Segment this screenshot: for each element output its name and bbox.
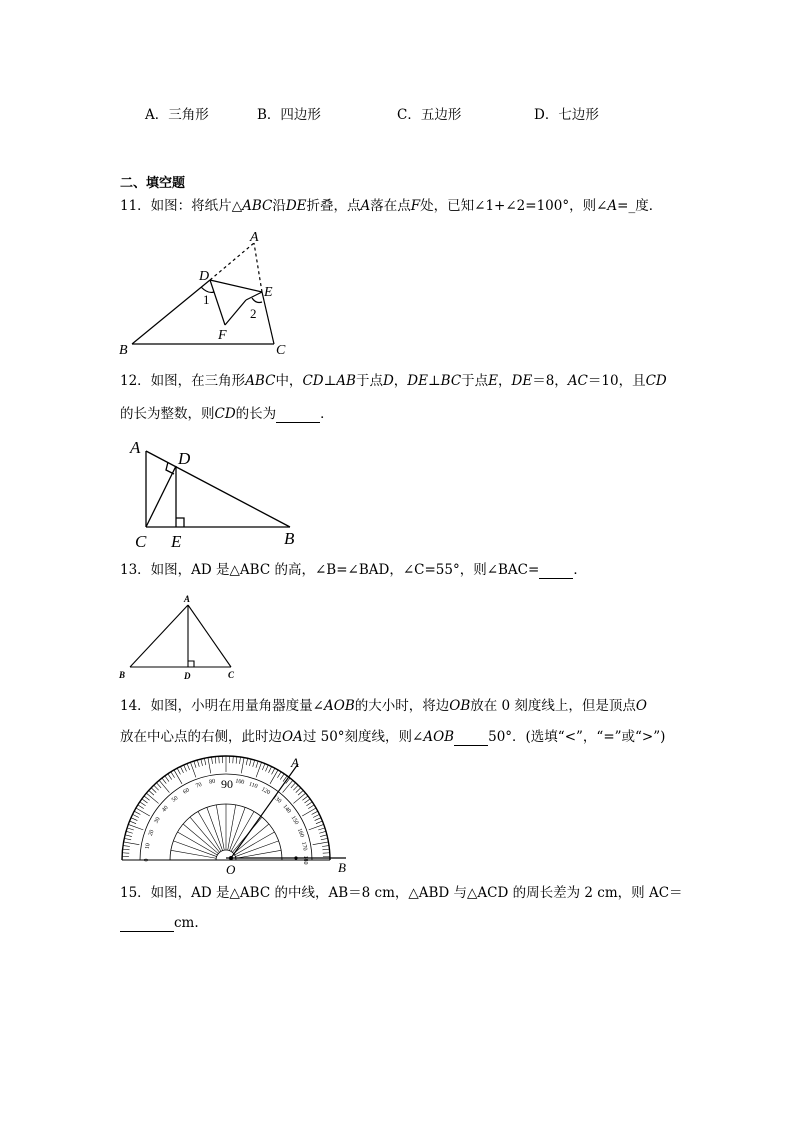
protractor-tick — [184, 765, 187, 771]
question-15-line1: 15．如图，AD 是△ABC 的中线，AB＝8 cm，△ABD 与△ACD 的周长差为 2 cm，则 AC＝ — [120, 885, 683, 901]
protractor-spoke — [178, 832, 218, 855]
q13-label-c: C — [228, 670, 235, 680]
q14-mark-dot — [294, 856, 297, 859]
protractor-tick — [270, 770, 278, 784]
protractor-degree-label: 60 — [182, 787, 191, 796]
protractor-spoke — [232, 817, 262, 852]
q11-angle-1: 1 — [203, 292, 210, 307]
protractor-degree-label: 80 — [208, 778, 216, 786]
protractor-tick — [125, 835, 132, 837]
protractor-degree-label: 170 — [300, 841, 308, 852]
option-b: B．四边形 — [257, 107, 321, 123]
protractor-tick — [126, 831, 133, 833]
q11-angle-2: 2 — [250, 306, 257, 321]
q13-label-a: A — [184, 594, 191, 604]
protractor-tick — [262, 764, 265, 770]
q14-label-a: A — [291, 755, 299, 770]
protractor-tick — [123, 846, 130, 847]
q14-label-o: O — [226, 862, 236, 877]
protractor-tick — [201, 759, 203, 766]
protractor-tick — [306, 802, 312, 806]
protractor-tick — [165, 776, 169, 782]
protractor-tick — [140, 802, 146, 806]
protractor-spoke — [190, 817, 220, 852]
protractor-tick — [256, 761, 258, 768]
q14-label-b: B — [338, 860, 346, 875]
protractor-tick — [272, 768, 275, 774]
protractor-tick — [249, 759, 251, 766]
protractor-tick — [312, 811, 318, 814]
protractor-degree-label: 100 — [234, 778, 245, 786]
protractor-spoke — [198, 812, 221, 852]
question-15-line2: cm. — [120, 914, 199, 932]
option-d: D．七边形 — [534, 107, 599, 123]
protractor-tick — [283, 780, 293, 792]
protractor-tick — [177, 768, 180, 774]
protractor-degree-label: 140 — [281, 803, 292, 815]
protractor-tick — [127, 828, 134, 830]
protractor-degree-label: 70 — [195, 781, 203, 790]
protractor-tick — [136, 808, 150, 816]
protractor-tick — [131, 818, 137, 821]
answer-blank-15 — [120, 917, 174, 932]
protractor-tick — [174, 770, 182, 784]
protractor-degree-label: 130 — [271, 794, 283, 805]
protractor-degree-label: 20 — [147, 829, 156, 837]
q12-label-a: A — [130, 438, 141, 457]
protractor-tick — [239, 757, 240, 764]
protractor-tick — [308, 805, 314, 809]
q11-label-b: B — [119, 343, 128, 358]
protractor-tick — [322, 846, 329, 847]
protractor-spoke — [183, 824, 218, 854]
protractor-tick — [171, 772, 175, 778]
protractor-tick — [197, 760, 199, 767]
option-a: A．三角形 — [145, 107, 209, 123]
protractor-tick — [156, 783, 161, 788]
protractor-spoke — [236, 850, 281, 858]
protractor-tick — [253, 760, 255, 767]
protractor-tick — [313, 814, 319, 817]
protractor-tick — [204, 758, 205, 765]
q12-label-c: C — [135, 532, 147, 551]
q12-label-b: B — [284, 529, 295, 548]
question-13-text: 13．如图，AD 是△ABC 的高，∠B=∠BAD，∠C=55°，则∠BAC= ． — [120, 562, 587, 578]
protractor-tick — [319, 831, 326, 833]
protractor-tick — [293, 793, 305, 803]
q11-label-f: F — [218, 328, 227, 343]
protractor-tick — [180, 767, 183, 773]
protractor-tick — [316, 821, 322, 824]
protractor-tick — [296, 788, 301, 793]
protractor-spoke — [234, 824, 269, 854]
protractor-tick — [187, 764, 190, 770]
q13-label-b: B — [119, 670, 126, 680]
protractor-tick — [315, 818, 321, 821]
protractor-tick — [134, 811, 140, 814]
q11-label-a: A — [250, 230, 259, 245]
protractor-tick — [269, 767, 272, 773]
protractor-tick — [138, 805, 144, 809]
protractor-tick — [241, 758, 244, 774]
protractor-tick — [168, 774, 172, 780]
protractor-tick — [265, 765, 268, 771]
protractor-tick — [159, 780, 169, 792]
protractor-tick — [302, 808, 316, 816]
question-12-line2: 的长为整数，则CD的长为 ． — [120, 406, 334, 422]
protractor-tick — [236, 757, 237, 764]
protractor-degree-label: 150 — [289, 815, 300, 826]
q11-label-e: E — [264, 285, 273, 300]
protractor-tick — [154, 785, 159, 790]
protractor-tick — [313, 842, 329, 845]
protractor-tick — [322, 849, 329, 850]
question-11-text: 11．如图：将纸片△ABC沿DE折叠，点A落在点F处，已知∠1+∠2=100°，则∠A=_度． — [120, 198, 663, 214]
protractor-degree-label: 110 — [247, 781, 259, 791]
q11-label-c: C — [276, 343, 286, 358]
protractor-tick — [293, 785, 298, 790]
protractor-spoke — [171, 850, 216, 858]
q14-vertex-dot — [229, 856, 233, 860]
protractor-tick — [212, 757, 213, 764]
protractor-spoke — [228, 805, 236, 850]
protractor-spoke — [207, 807, 223, 850]
q14-label-90: 90 — [221, 777, 233, 791]
protractor-tick — [277, 772, 281, 778]
protractor-spoke — [216, 805, 224, 850]
q13-label-d: D — [184, 671, 191, 681]
protractor-degree-label: 10 — [144, 842, 152, 850]
protractor-tick — [146, 793, 158, 803]
question-12-line1: 12．如图，在三角形ABC中，CD⊥AB于点D，DE⊥BC于点E，DE＝8，AC＝10，且CD — [120, 373, 667, 389]
q12-label-d: D — [178, 449, 191, 468]
protractor-tick — [144, 796, 150, 800]
protractor-tick — [124, 842, 140, 845]
protractor-tick — [291, 783, 296, 788]
protractor-tick — [123, 849, 130, 850]
q11-label-d: D — [199, 269, 210, 284]
protractor-tick — [162, 778, 166, 784]
protractor-degree-label: 120 — [260, 786, 271, 797]
protractor-tick — [321, 838, 328, 839]
protractor-tick — [320, 835, 327, 837]
protractor-degree-label: 0 — [144, 858, 150, 862]
protractor-tick — [208, 758, 211, 774]
protractor-tick — [124, 838, 131, 839]
protractor-tick — [246, 758, 247, 765]
protractor-tick — [130, 821, 136, 824]
section-title: 二、填空题 — [120, 176, 186, 191]
question-14-line1: 14．如图，小明在用量角器度量∠AOB的大小时，将边OB放在 0 刻度线上，但是顶点O — [120, 698, 647, 714]
protractor-tick — [151, 788, 156, 793]
protractor-tick — [318, 828, 325, 830]
option-c: C．五边形 — [397, 107, 462, 123]
protractor-spoke — [173, 841, 216, 857]
protractor-degree-label: 30 — [153, 816, 162, 825]
protractor-spoke — [229, 807, 245, 850]
protractor-degree-label: 40 — [161, 804, 170, 814]
protractor-degree-label: 180 — [302, 855, 308, 865]
protractor-degree-label: 50 — [170, 795, 180, 804]
question-14-line2: 放在中心点的右侧，此时边OA过 50°刻度线，则∠AOB 50°．(选填“<”，“=”或“>”) — [120, 729, 666, 745]
protractor-tick — [194, 761, 196, 768]
protractor-tick — [280, 774, 284, 780]
protractor-tick — [302, 796, 308, 800]
protractor-tick — [215, 757, 216, 764]
protractor-tick — [142, 799, 148, 803]
protractor-tick — [304, 799, 310, 803]
protractor-tick — [133, 814, 139, 817]
protractor-tick — [298, 790, 303, 795]
protractor-tick — [149, 790, 154, 795]
protractor-degree-label: 160 — [295, 827, 305, 839]
q12-label-e: E — [171, 532, 182, 551]
